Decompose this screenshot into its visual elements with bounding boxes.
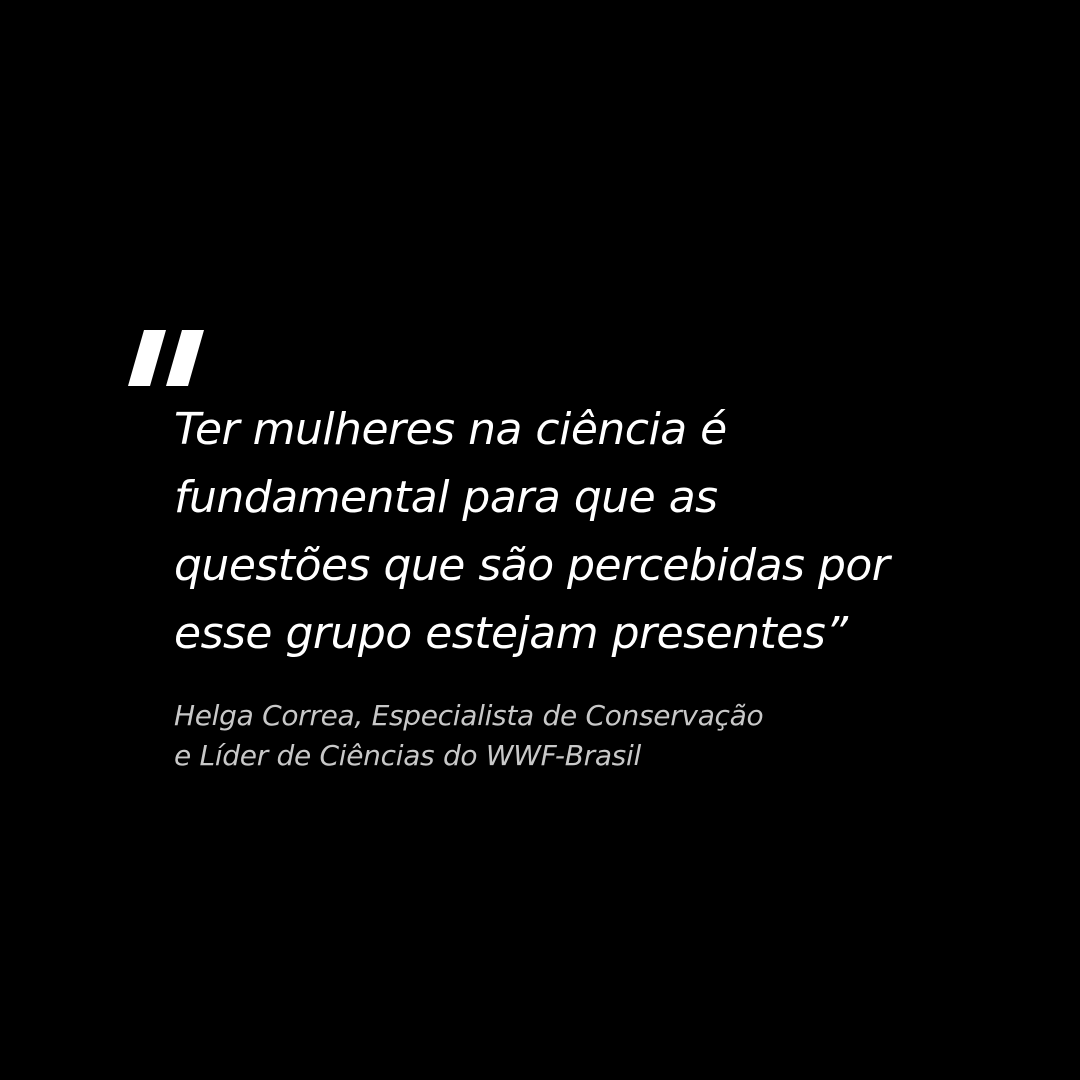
quote-line: Ter mulheres na ciência é (174, 404, 727, 455)
attribution-line: e Líder de Ciências do WWF-Brasil (174, 739, 641, 772)
quote-line: fundamental para que as (174, 472, 718, 523)
quote-line: esse grupo estejam presentes” (174, 608, 848, 659)
attribution (174, 696, 974, 776)
open-quote-icon (126, 330, 206, 386)
attribution-line: Helga Correa, Especialista de Conservação (174, 699, 764, 732)
quote-line: questões que são percebidas por (174, 540, 890, 591)
quote-text (174, 396, 994, 668)
